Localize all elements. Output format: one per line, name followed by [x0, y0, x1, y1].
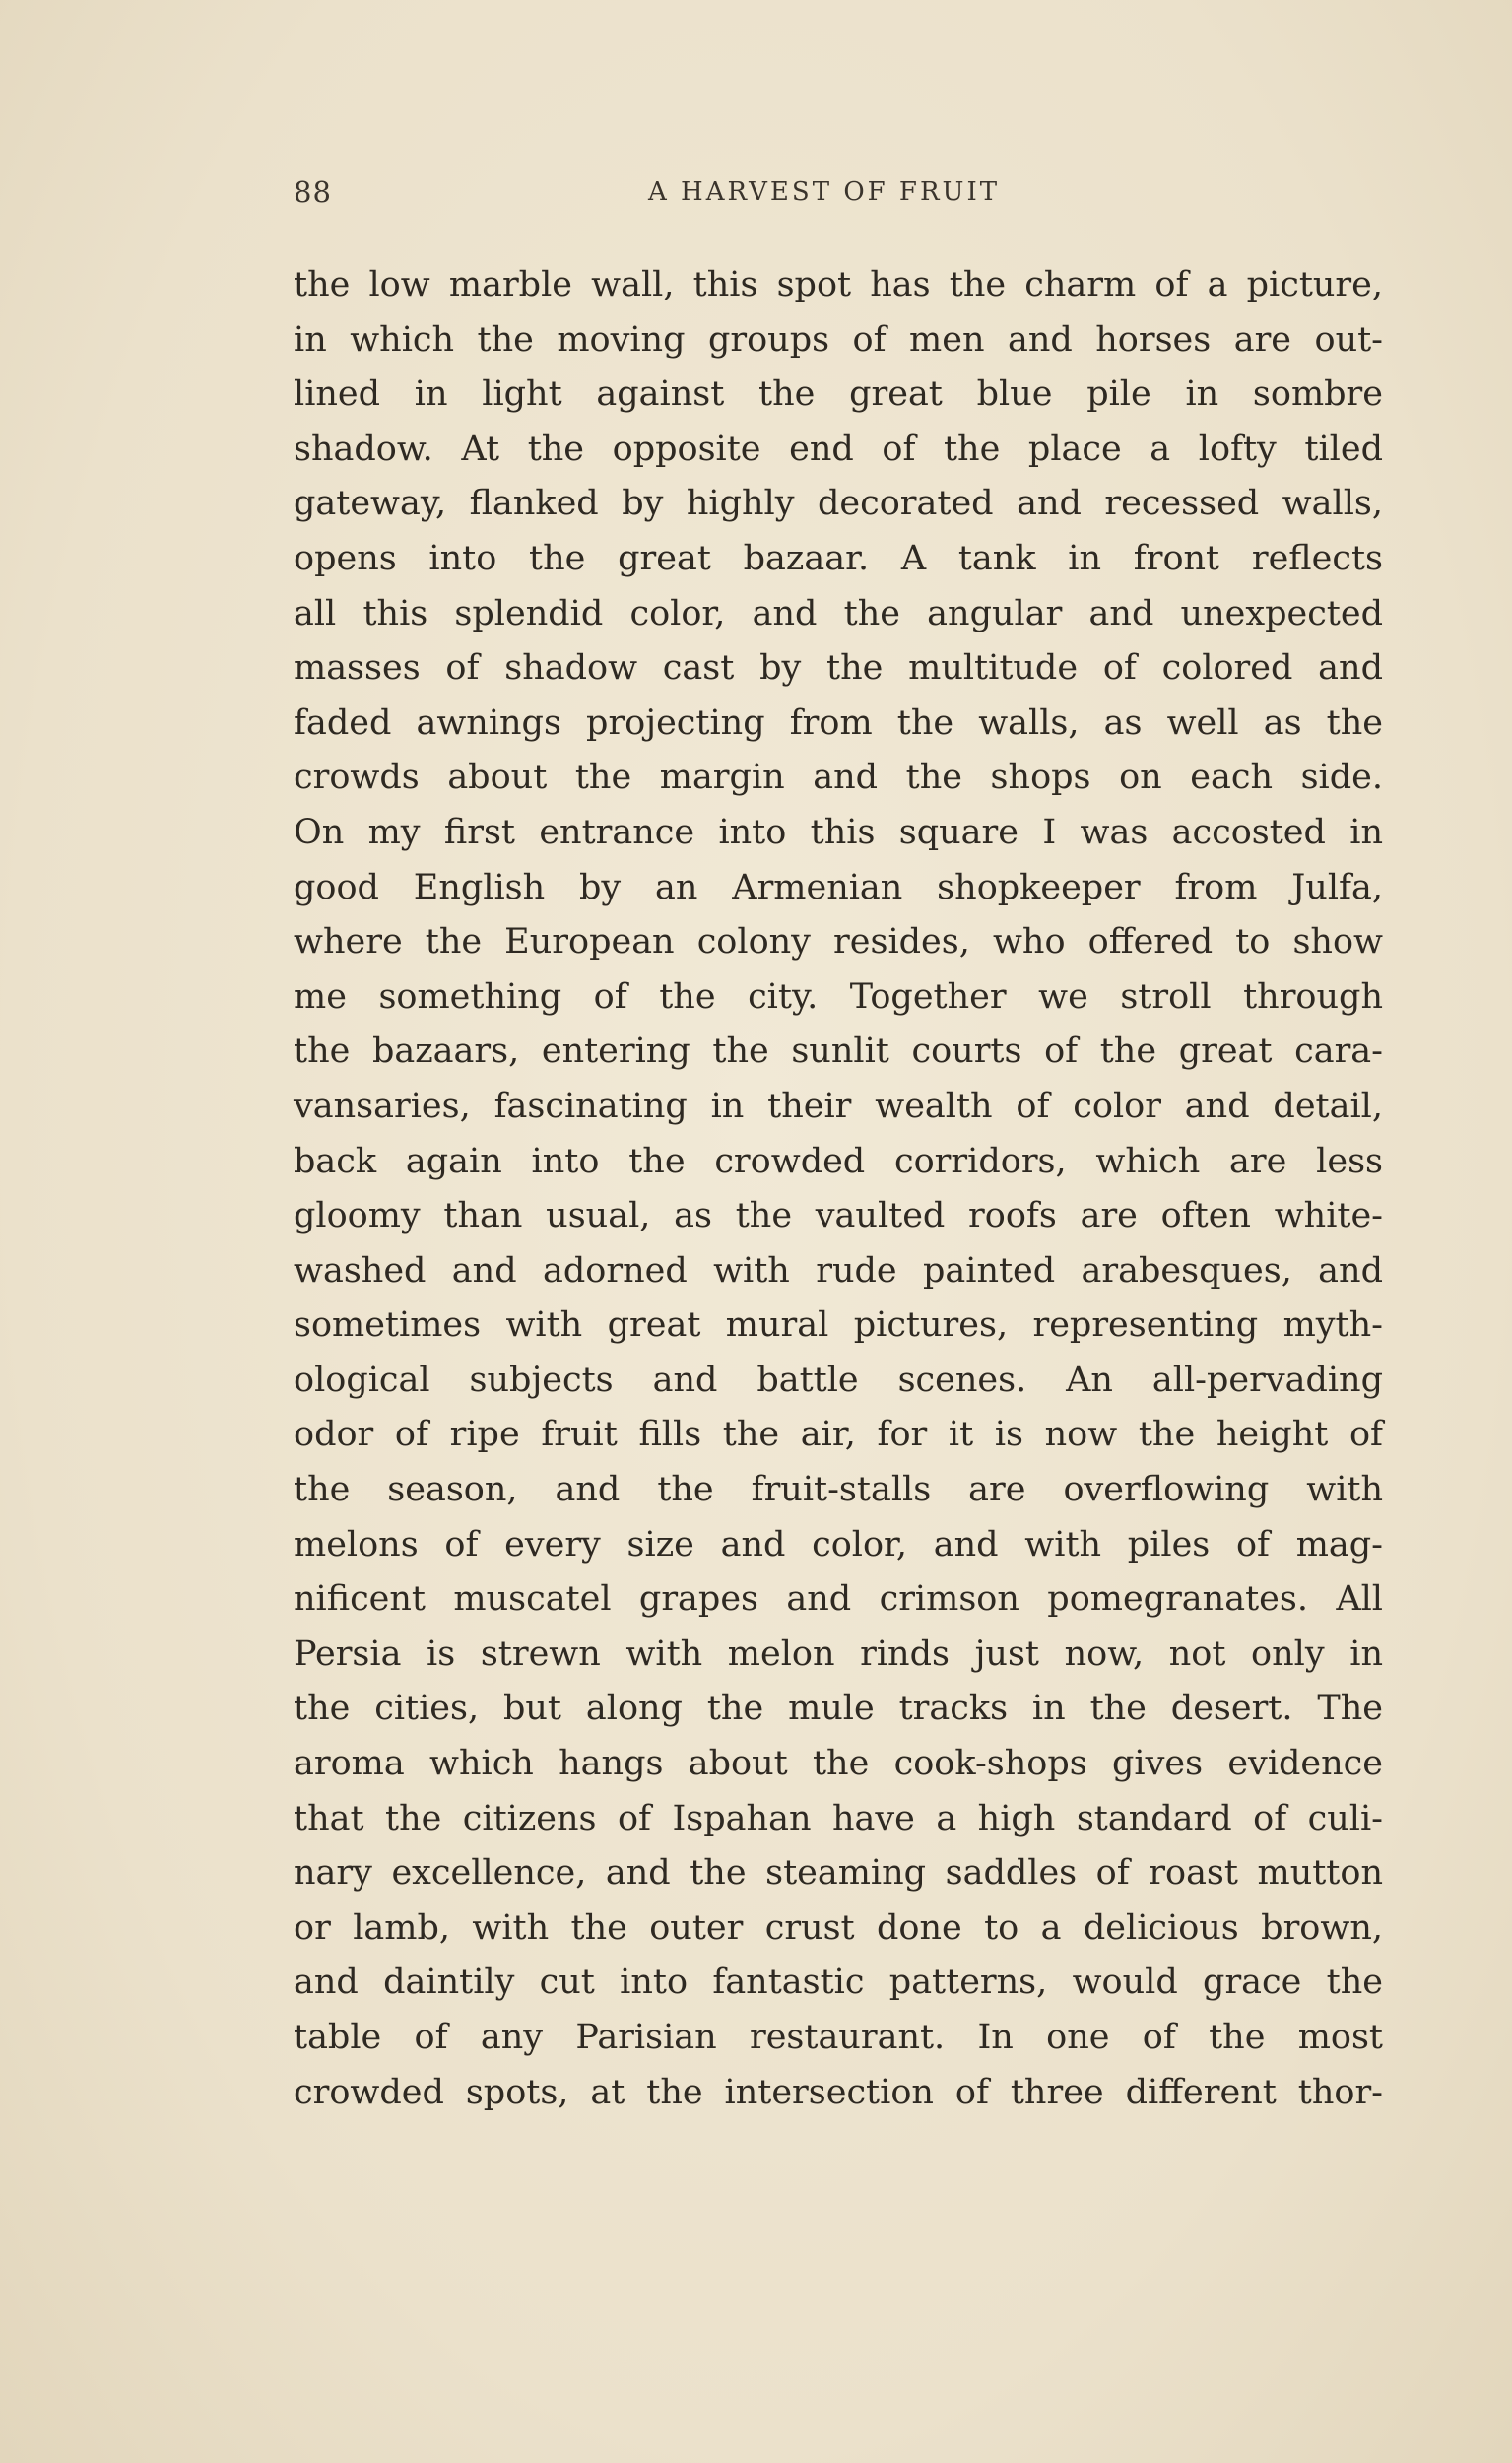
running-head: A HARVEST OF FRUIT	[648, 177, 1001, 207]
text-line: me something of the city. Together we stroll through	[294, 976, 1383, 1017]
text-line: back again into the crowded corridors, which are less	[294, 1141, 1383, 1181]
body-text	[294, 258, 1383, 2120]
text-line: where the European colony resides, who offered to show	[294, 922, 1383, 963]
text-line: the season, and the fruit-stalls are overflowing with	[294, 1470, 1383, 1510]
text-line: ological subjects and battle scenes. An all-pervading	[294, 1360, 1383, 1400]
text-line: gloomy than usual, as the vaulted roofs are often white-	[294, 1196, 1383, 1236]
text-line: masses of shadow cast by the multitude of colored and	[294, 648, 1383, 689]
text-line: aroma which hangs about the cook-shops gives evidence	[294, 1744, 1383, 1784]
text-line: vansaries, fascinating in their wealth of color and detail,	[294, 1086, 1383, 1126]
text-line: shadow. At the opposite end of the place a lofty tiled	[294, 429, 1383, 469]
text-line: crowds about the margin and the shops on each side.	[294, 758, 1383, 798]
page-header	[294, 175, 1383, 215]
text-line: and daintily cut into fantastic patterns, would grace the	[294, 1963, 1383, 2003]
text-line: all this splendid color, and the angular and unexpected	[294, 593, 1383, 633]
text-line: good English by an Armenian shopkeeper from Julfa,	[294, 867, 1383, 907]
text-line: Persia is strewn with melon rinds just now, not only in	[294, 1633, 1383, 1674]
text-line: or lamb, with the outer crust done to a delicious brown,	[294, 1907, 1383, 1948]
text-line: opens into the great bazaar. A tank in front reflects	[294, 538, 1383, 578]
page-number: 88	[294, 175, 332, 209]
text-line: odor of ripe fruit fills the air, for it is now the height of	[294, 1415, 1383, 1455]
text-line: table of any Parisian restaurant. In one of the most	[294, 2018, 1383, 2057]
text-line: nary excellence, and the steaming saddles of roast mutton	[294, 1853, 1383, 1894]
text-line: faded awnings projecting from the walls, as well as the	[294, 702, 1383, 743]
text-line: the cities, but along the mule tracks in the desert. The	[294, 1689, 1383, 1729]
text-line: that the citizens of Ispahan have a high standard of culi-	[294, 1798, 1383, 1838]
text-line: in which the moving groups of men and horses are out-	[294, 319, 1383, 360]
text-line: lined in light against the great blue pile in sombre	[294, 374, 1383, 415]
text-line: sometimes with great mural pictures, representing myth-	[294, 1305, 1383, 1346]
text-line: the bazaars, entering the sunlit courts of the great cara-	[294, 1032, 1383, 1072]
text-line: gateway, flanked by highly decorated and recessed walls,	[294, 484, 1383, 524]
text-line: nificent muscatel grapes and crimson pomegranates. All	[294, 1579, 1383, 1620]
text-line: the low marble wall, this spot has the charm of a picture,	[294, 265, 1383, 304]
text-line: melons of every size and color, and with piles of mag-	[294, 1524, 1383, 1564]
text-line: On my first entrance into this square I was accosted in	[294, 812, 1383, 852]
text-line: crowded spots, at the intersection of three different thor-	[294, 2072, 1383, 2112]
text-line: washed and adorned with rude painted arabesques, and	[294, 1250, 1383, 1291]
